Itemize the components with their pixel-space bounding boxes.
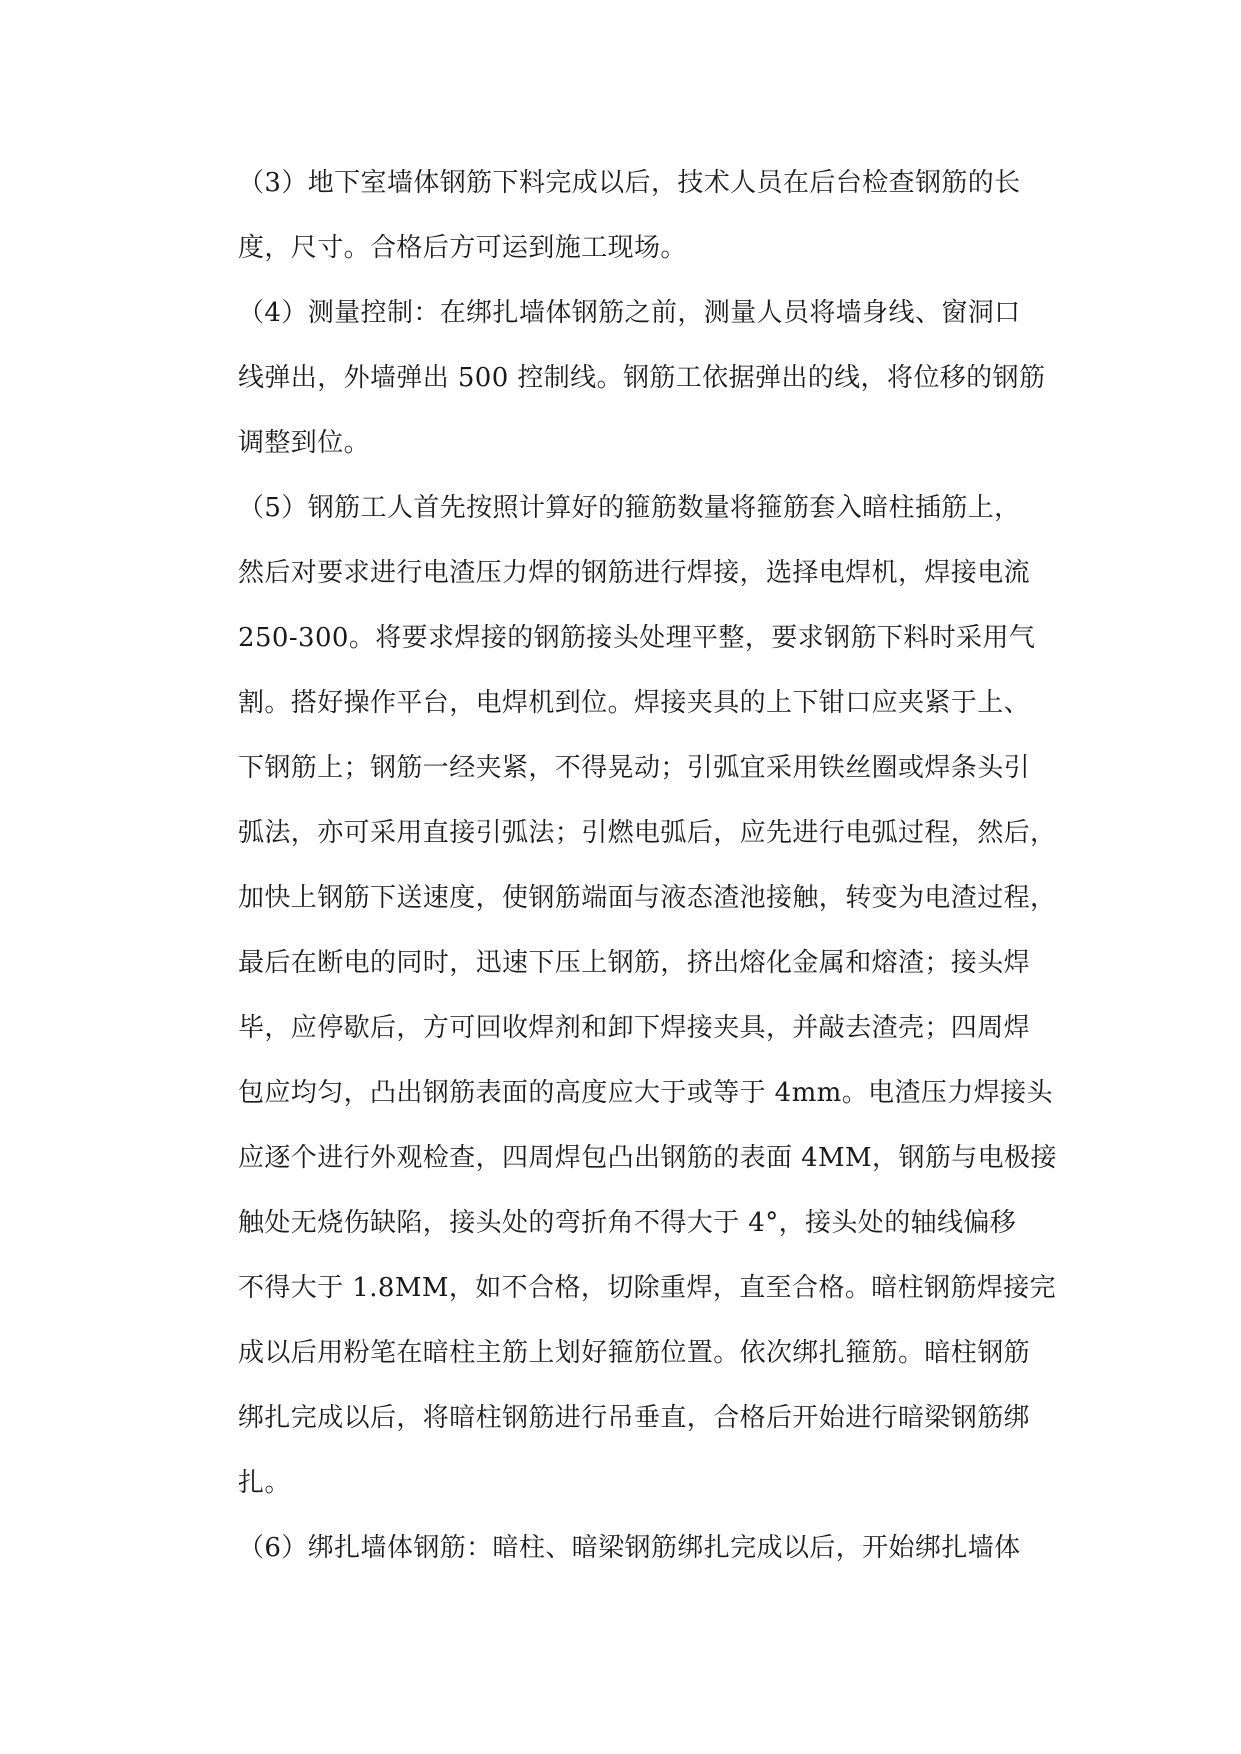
text-line: 线弹出，外墙弹出 500 控制线。钢筋工依据弹出的线，将位移的钢筋 xyxy=(238,363,1046,393)
text-line: 扎。 xyxy=(238,1468,291,1498)
text-line: 触处无烧伤缺陷，接头处的弯折角不得大于 4°，接头处的轴线偏移 xyxy=(238,1208,1017,1238)
document-body xyxy=(238,151,1063,1581)
text-line: 加快上钢筋下送速度，使钢筋端面与液态渣池接触，转变为电渣过程， xyxy=(238,883,1057,913)
text-line: 下钢筋上；钢筋一经夹紧，不得晃动；引弧宜采用铁丝圈或焊条头引 xyxy=(238,753,1031,783)
text-line: 毕，应停歇后，方可回收焊剂和卸下焊接夹具，并敲去渣壳；四周焊 xyxy=(238,1013,1031,1043)
text-line: （3）地下室墙体钢筋下料完成以后，技术人员在后台检查钢筋的长 xyxy=(238,168,1021,198)
text-line: 成以后用粉笔在暗柱主筋上划好箍筋位置。依次绑扎箍筋。暗柱钢筋 xyxy=(238,1338,1031,1368)
text-line: （4）测量控制：在绑扎墙体钢筋之前，测量人员将墙身线、窗洞口 xyxy=(238,298,1021,328)
text-line: 包应均匀，凸出钢筋表面的高度应大于或等于 4mm。电渣压力焊接头 xyxy=(238,1078,1053,1108)
text-line: 不得大于 1.8MM，如不合格，切除重焊，直至合格。暗柱钢筋焊接完 xyxy=(238,1273,1057,1303)
text-line: （6）绑扎墙体钢筋：暗柱、暗梁钢筋绑扎完成以后，开始绑扎墙体 xyxy=(238,1533,1021,1563)
text-line: 弧法，亦可采用直接引弧法；引燃电弧后，应先进行电弧过程，然后， xyxy=(238,818,1057,848)
text-line: 然后对要求进行电渣压力焊的钢筋进行焊接，选择电焊机，焊接电流 xyxy=(238,558,1031,588)
text-line: 应逐个进行外观检查，四周焊包凸出钢筋的表面 4MM，钢筋与电极接 xyxy=(238,1143,1057,1173)
text-line: （5）钢筋工人首先按照计算好的箍筋数量将箍筋套入暗柱插筋上， xyxy=(238,493,1021,523)
text-line: 调整到位。 xyxy=(238,428,371,458)
text-line: 度，尺寸。合格后方可运到施工现场。 xyxy=(238,233,687,263)
text-line: 最后在断电的同时，迅速下压上钢筋，挤出熔化金属和熔渣；接头焊 xyxy=(238,948,1031,978)
text-line: 割。搭好操作平台，电焊机到位。焊接夹具的上下钳口应夹紧于上、 xyxy=(238,688,1031,718)
text-line: 绑扎完成以后，将暗柱钢筋进行吊垂直，合格后开始进行暗梁钢筋绑 xyxy=(238,1403,1031,1433)
text-line: 250-300。将要求焊接的钢筋接头处理平整，要求钢筋下料时采用气 xyxy=(238,623,1036,653)
